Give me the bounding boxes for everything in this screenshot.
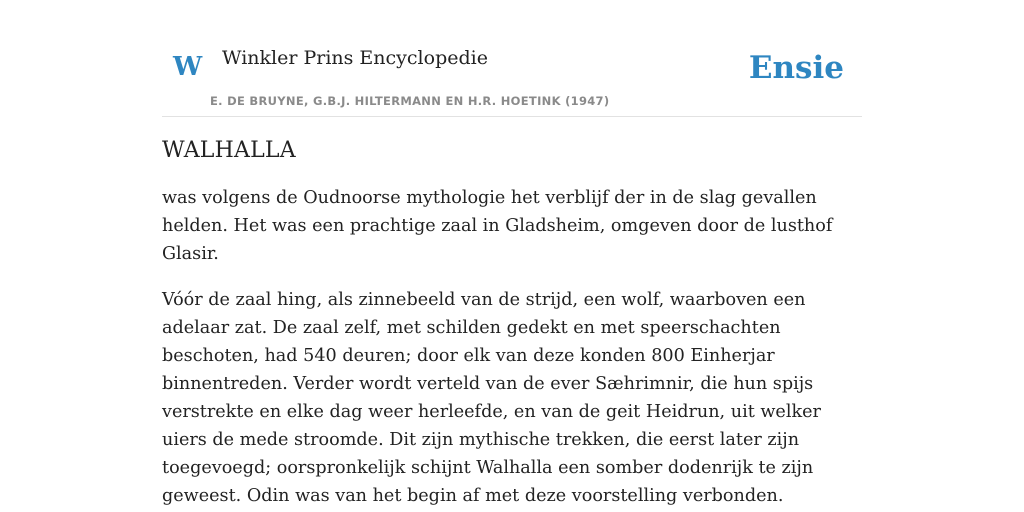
ensie-brand-logo[interactable]: Ensie — [748, 50, 844, 86]
site-header — [162, 40, 862, 117]
entry-paragraph: was volgens de Oudnoorse mythologie het verblijf der in de slag gevallen helden. Het was een prachtige zaal in Gladsheim, omgeven door de lusthof Glasir. — [162, 188, 833, 264]
winkler-prins-logo[interactable]: W — [173, 52, 203, 82]
entry-content — [162, 138, 862, 512]
entry-paragraph: Vóór de zaal hing, als zinnebeeld van de strijd, een wolf, waarboven een adelaar zat. De zaal zelf, met schilden gedekt en met speerschachten beschoten, had 540 deuren; door elk van deze konden 800 Einherjar binnentreden. Verder wordt verteld van de ever Sæhrimnir, die hun spijs verstrekte en elke dag weer herleefde, en van de geit Heidrun, uit welker uiers de mede stroomde. Dit zijn mythische trekken, die eerst later zijn toegevoegd; oorspronkelijk schijnt Walhalla een somber dodenrijk te zijn geweest. Odin was van het begin af met deze voorstelling verbonden. — [162, 290, 821, 506]
entry-title: WALHALLA — [162, 138, 296, 163]
publication-title[interactable]: Winkler Prins Encyclopedie — [222, 47, 488, 69]
publication-authors: E. DE BRUYNE, G.B.J. HILTERMANN EN H.R. HOETINK (1947) — [210, 94, 610, 108]
